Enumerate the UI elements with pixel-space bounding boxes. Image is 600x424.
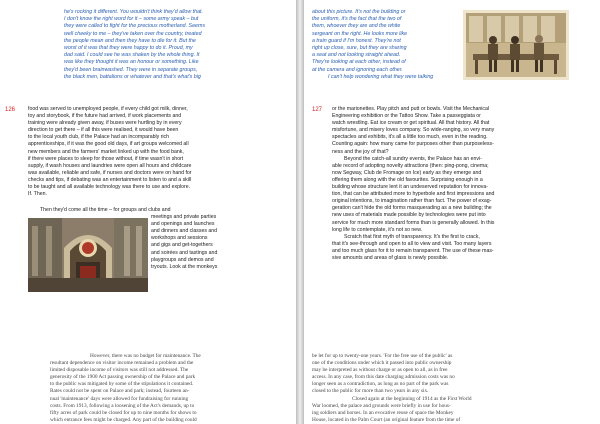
body-line: playgroups and demos and: [151, 256, 214, 263]
body-line: offering them along with the old favourites. Surprising enough in a: [332, 176, 483, 183]
serif-line: However, there was no budget for maintenance. The: [90, 353, 201, 359]
body-line: able record of adopting novelty attractions (then: ping-pong, cinema;: [332, 162, 489, 169]
serif-line: which entrance fees might be charged. Any part of the building could: [50, 416, 197, 423]
quote-line: the people mean and then they have to die for it. But the: [64, 37, 196, 44]
body-line: ness and the joy of that?: [332, 148, 389, 155]
body-line: tryouts. Look at the monkeys: [151, 263, 218, 270]
soldiers-bench-photo: [463, 10, 569, 80]
quote-line: was like they thought it was an honour or something. Like: [64, 59, 199, 66]
then-list: [151, 214, 217, 271]
body-line: misfortune, and misery loves company. So wide-ranging, so very many: [332, 127, 495, 134]
serif-line: to the public was mitigated by some of the stipulations it contained.: [50, 381, 194, 388]
body-line: geration can't hide the old forms masquerading as a new building; the: [332, 205, 492, 212]
right-serif-text: [312, 353, 552, 424]
body-line: sive amounts and areas of glass is newly possible.: [332, 254, 449, 261]
serif-line: nual 'maintenance' days were allowed for fundraising for running: [50, 395, 189, 402]
body-line: checks and tips, if debating was an entertainment to listen to and a skill: [28, 176, 192, 183]
serif-line: may be interpreted as without charge or as open to all, as in free: [312, 367, 448, 374]
body-line: service for much more standard forms than is generally allowed. In this: [332, 219, 495, 226]
quote-line: well cheeky to me – they've taken over the country, treated: [64, 30, 202, 37]
body-line: Beyond the catch-all sundry events, the Palace has an envi-: [344, 155, 482, 162]
right-page: [304, 0, 600, 424]
body-line: and openings and launches: [151, 221, 215, 228]
body-line: If. Then.: [28, 191, 47, 198]
quote-line: a train guard if I'm honest. They're not: [312, 37, 401, 44]
quote-line: at the camera and ignoring each other.: [312, 66, 403, 73]
left-serif-text: [50, 353, 290, 424]
body-line: new members and the farmers' market linked up with the food bank,: [28, 148, 184, 155]
body-line: original intentions, to imagination rather than fact. The power of exag-: [332, 198, 492, 205]
serif-line: limited disposable income of visitors was still not addressed. The: [50, 367, 189, 374]
quote-line: the black men, battalions or whatever and that's what's big: [64, 73, 201, 80]
quote-line: a seat and not looking straight ahead.: [312, 52, 401, 59]
body-line: Engineering exhibition or the Tattoo Show. Take a passeggiata or: [332, 113, 481, 120]
right-quote: [312, 9, 462, 81]
arched-hall-photo: [28, 218, 148, 292]
quote-line: he's rocking it different. You wouldn't think they'd allow that.: [64, 9, 203, 15]
body-line: and soirées and tastings and: [151, 249, 218, 256]
body-line: Then they'd come all the time – for groups and clubs and: [40, 207, 171, 213]
left-body-text: [28, 106, 290, 198]
body-line: now Segway, Club de Fromage on Ice) early as they emerge and: [332, 169, 482, 176]
quote-line: right up close, sure, but they are sharing: [312, 45, 407, 52]
body-line: training were already given away, if buses were hurtling by in every: [28, 120, 182, 127]
body-line: if there were places to sleep for those without, if time wasn't in short: [28, 155, 184, 162]
serif-line: one of the conditions under which it passed into public ownership: [312, 360, 452, 367]
body-line: spectacles and exhibits, it's all a little too much, even in the reading.: [332, 134, 488, 141]
book-gutter: [296, 0, 304, 424]
body-line: workshops and sessions: [151, 235, 208, 242]
serif-line: War loomed, the palace and grounds were briefly in use for hous-: [312, 402, 451, 409]
serif-line: closed to the public for more than two years in any six.: [312, 388, 429, 395]
serif-line: Closed again at the beginning of 1914 as the First World: [352, 395, 472, 402]
body-line: and dinners and classes and: [151, 228, 218, 235]
body-line: to the local youth club, if the Palace had an incomparably rich: [28, 134, 170, 141]
body-line: supply, if wash houses and laundries were open all hours and childcare: [28, 162, 192, 169]
page-number: 126: [5, 107, 16, 113]
body-line: Scratch that first myth of transparency. It's the first to crack,: [344, 233, 480, 240]
quote-line: them, whoever they are and the white: [312, 23, 401, 30]
serif-line: Rates could not be spent on Palace and park; instead, fourteen an-: [50, 388, 190, 395]
body-line: was available, reliable and safe, if nurses and doctors were on hand for: [28, 169, 192, 176]
body-line: that it's see-through and open to all to view and visit. Too many layers: [332, 240, 492, 247]
body-line: Counting again: how many came for purposes other than purposeless-: [332, 141, 494, 148]
serif-line: access. In any case, from this date charging admission costs was no: [312, 374, 455, 381]
page-number: 127: [312, 107, 323, 113]
body-line: watch wrestling. Eat ice cream or get spiritual. All that history. All that: [332, 120, 490, 127]
serif-line: longer seen as a contradiction, as long as no part of the park was: [312, 381, 449, 388]
left-page: [0, 0, 296, 424]
body-line: toy and storybook, if the future had arrived, if work placements and: [28, 113, 182, 120]
quote-line: I don't know the right word for it – some army speak – but: [64, 16, 199, 23]
serif-line: be let for up to twenty-one years. 'For the free use of the public' as: [312, 353, 453, 359]
quote-line: sergeant on the right. He looks more like: [312, 30, 408, 37]
serif-line: House, located in the Palm Court (an original feature from the time of: [312, 416, 461, 423]
body-line: or the marionettes. Play pitch and putt or bowls. Visit the Mechanical: [332, 106, 490, 112]
then-line: [40, 207, 170, 214]
quote-line: the uniform, it's the fact that the two of: [312, 16, 402, 23]
body-line: building whose structure lent it an undeserved reputation for innova-: [332, 184, 489, 191]
quote-line: dad said. I could see he was shaken by the whole thing. It: [64, 52, 200, 59]
body-line: direction to get there – if all this were realised, it would have been: [28, 127, 179, 134]
quote-line: they were called to fight for the precious motherland. Seems: [64, 23, 206, 30]
serif-line: costs. From 1913, following a loosening of the Act's demands, up to: [50, 402, 195, 409]
quote-line: They're looking at each other, instead of: [312, 59, 406, 66]
quote-line: they'd been brainwashed. They were in separate groups,: [64, 66, 198, 73]
serif-line: generosity of the 1900 Act passing ownership of the Palace and park: [50, 374, 196, 381]
body-line: long life to contemplate, it's not so new.: [332, 226, 423, 233]
body-line: to be taught and all available technology was there to use and explore.: [28, 184, 191, 191]
serif-line: ing soldiers and horses. In an evocative reuse of space the Monkey: [312, 409, 454, 416]
body-line: tion, that can be attributed more to hyperbole and first impressions and: [332, 191, 495, 198]
quote-line: about this picture. It's not the building or: [312, 9, 406, 15]
body-line: apprenticeships, if it was the good old days, if art groups welcomed all: [28, 141, 189, 148]
body-line: new uses of materials made possible by technologies were put into: [332, 212, 486, 219]
body-line: food was served to unemployed people, if every child got milk, dinner,: [28, 106, 188, 112]
quote-line: I can't help wondering what they were talking: [328, 73, 434, 80]
quote-line: worst of it was that they were happy to do it. Proud, my: [64, 45, 193, 52]
left-quote: [64, 9, 286, 81]
serif-line: resultant dependence on visitor income remained a problem and the: [50, 360, 194, 367]
body-line: and gigs and get-togethers: [151, 242, 213, 249]
right-body-text: [332, 106, 594, 262]
body-line: meetings and private parties: [151, 214, 217, 221]
body-line: and too much glass for it to remain transparent. The use of these mas-: [332, 247, 494, 254]
serif-line: fifty acres of park could be closed for up to nine months for shows to: [50, 409, 197, 416]
